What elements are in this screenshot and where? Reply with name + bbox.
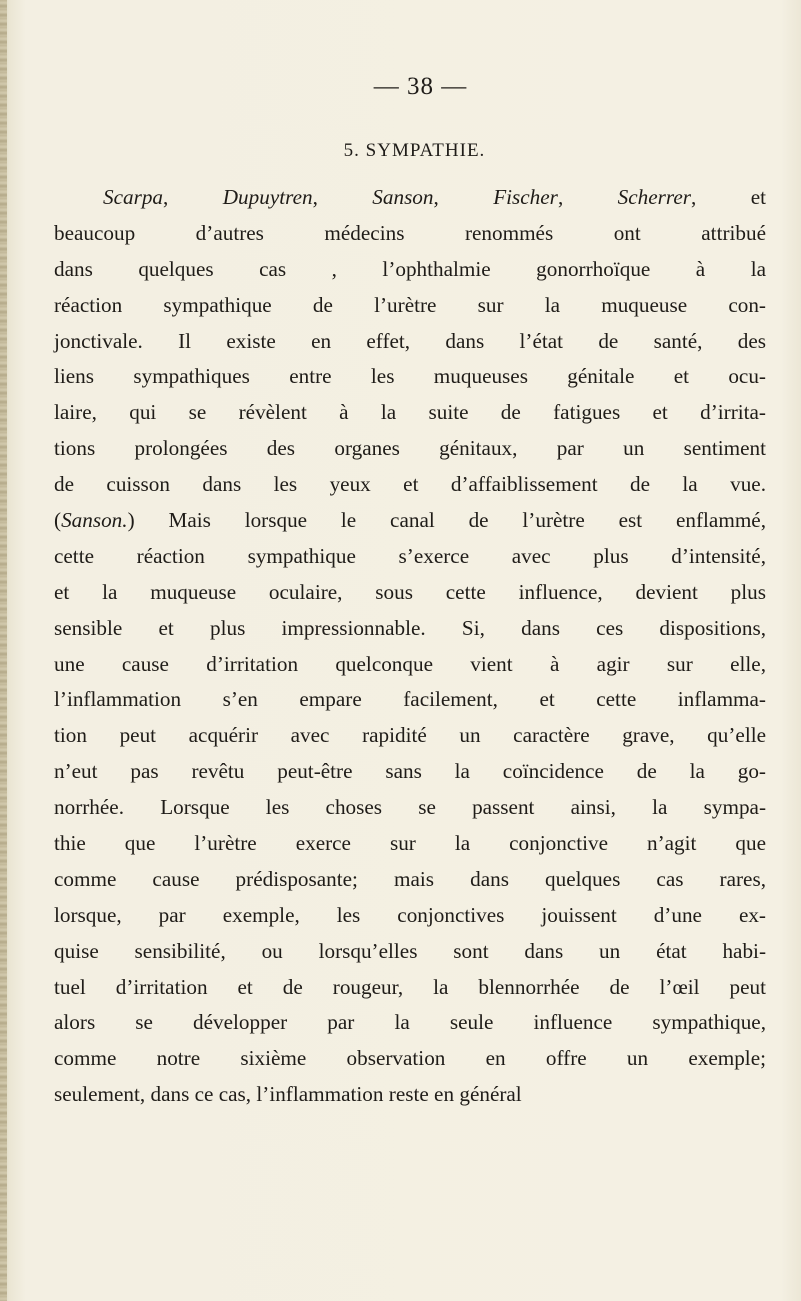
- text-line: [54, 1077, 766, 1113]
- text-line: [54, 324, 766, 360]
- text-segment: sensible et plus impressionnable. Si, dans ces dispositions,: [54, 615, 766, 640]
- text-line: [54, 682, 766, 718]
- text-segment: ,: [433, 185, 494, 209]
- italic-text-segment: Scarpa: [103, 185, 164, 209]
- text-segment: beaucoup d’autres médecins renommés ont attribué: [54, 220, 766, 245]
- text-line: [54, 1041, 766, 1077]
- text-segment: n’eut pas revêtu peut-être sans la coïncidence de la go-: [54, 759, 766, 784]
- text-line: [54, 575, 766, 611]
- text-segment: ) Mais lorsque le canal de l’urètre est enflammé,: [127, 508, 766, 533]
- text-segment: jonctivale. Il existe en effet, dans l’état de santé, des: [54, 328, 766, 353]
- text-segment: de cuisson dans les yeux et d’affaiblissement de la vue.: [54, 472, 766, 497]
- text-line: [54, 288, 766, 324]
- italic-text-segment: Sanson: [372, 185, 434, 209]
- text-line: [54, 216, 766, 252]
- text-line: [54, 934, 766, 970]
- text-line: [54, 180, 766, 216]
- text-line: [54, 718, 766, 754]
- text-segment: cette réaction sympathique s’exerce avec plus d’intensité,: [54, 543, 766, 568]
- text-segment: , et: [691, 185, 766, 209]
- text-line: [54, 826, 766, 862]
- text-line: [54, 395, 766, 431]
- text-segment: liens sympathiques entre les muqueuses génitale et ocu-: [54, 364, 766, 389]
- body-paragraph: [54, 180, 766, 1113]
- text-segment: ,: [557, 185, 618, 209]
- binding-edge: [0, 0, 7, 1301]
- text-segment: tuel d’irritation et de rougeur, la blennorrhée de l’œil peut: [54, 974, 766, 999]
- text-segment: ,: [163, 185, 223, 209]
- text-line: [54, 647, 766, 683]
- text-line: [54, 862, 766, 898]
- text-segment: tion peut acquérir avec rapidité un caractère grave, qu’elle: [54, 723, 766, 748]
- text-line: [54, 539, 766, 575]
- text-line: [54, 431, 766, 467]
- italic-text-segment: Scherrer: [617, 185, 691, 209]
- text-line: [54, 790, 766, 826]
- text-segment: quise sensibilité, ou lorsqu’elles sont dans un état habi-: [54, 938, 766, 963]
- text-segment: dans quelques cas , l’ophthalmie gonorrhoïque à la: [54, 256, 766, 281]
- text-line: [54, 252, 766, 288]
- section-heading: 5. SYMPATHIE.: [343, 140, 486, 161]
- text-line: [54, 754, 766, 790]
- text-segment: thie que l’urètre exerce sur la conjonctive n’agit que: [54, 831, 766, 856]
- italic-text-segment: Sanson.: [61, 508, 128, 533]
- text-segment: tions prolongées des organes génitaux, par un sentiment: [54, 436, 766, 461]
- text-segment: alors se développer par la seule influence sympathique,: [54, 1010, 766, 1035]
- text-segment: comme cause prédisposante; mais dans quelques cas rares,: [54, 866, 766, 891]
- text-segment: ,: [312, 185, 373, 209]
- text-segment: (: [54, 508, 62, 533]
- page-number: — 38 —: [373, 73, 468, 100]
- text-segment: l’inflammation s’en empare facilement, et cette inflamma-: [54, 687, 766, 712]
- text-segment: laire, qui se révèlent à la suite de fatigues et d’irrita-: [54, 400, 766, 425]
- text-segment: comme notre sixième observation en offre un exemple;: [54, 1046, 766, 1071]
- text-segment: réaction sympathique de l’urètre sur la muqueuse con-: [54, 292, 766, 317]
- italic-text-segment: Dupuytren: [222, 185, 313, 209]
- text-line: [54, 970, 766, 1006]
- text-segment: norrhée. Lorsque les choses se passent ainsi, la sympa-: [54, 795, 766, 820]
- text-line: [54, 611, 766, 647]
- italic-text-segment: Fischer: [493, 185, 558, 209]
- text-line: [54, 359, 766, 395]
- text-segment: seulement, dans ce cas, l’inflammation reste en général: [54, 1082, 522, 1107]
- text-segment: lorsque, par exemple, les conjonctives jouissent d’une ex-: [54, 902, 766, 927]
- text-line: [54, 1005, 766, 1041]
- text-segment: une cause d’irritation quelconque vient à agir sur elle,: [54, 651, 766, 676]
- text-line: [54, 898, 766, 934]
- text-line: [54, 503, 766, 539]
- text-line: [54, 467, 766, 503]
- text-segment: et la muqueuse oculaire, sous cette influence, devient plus: [54, 579, 766, 604]
